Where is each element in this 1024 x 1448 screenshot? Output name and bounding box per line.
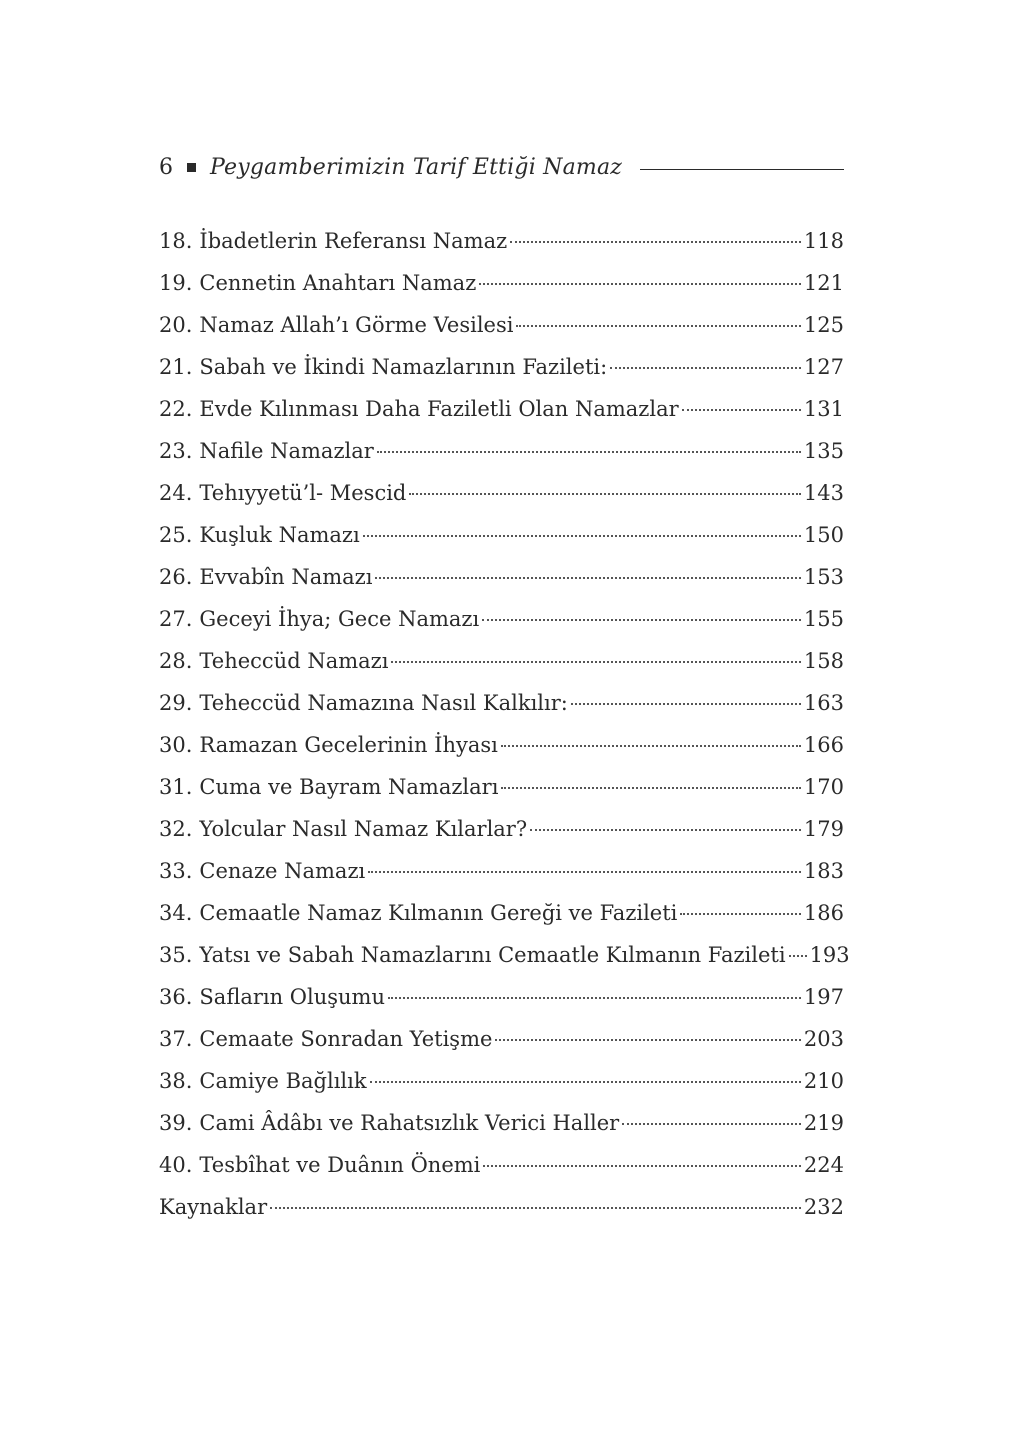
dot-leader: [789, 955, 807, 957]
running-header: [159, 150, 844, 184]
dot-leader: [270, 1207, 801, 1209]
toc-entry-label: [159, 682, 568, 724]
toc-entry: [159, 850, 844, 892]
toc-entry-title: Namaz Allah’ı Görme Vesilesi: [199, 313, 514, 337]
header-rule: [640, 169, 844, 170]
dot-leader: [388, 997, 801, 999]
toc-entry: [159, 1144, 844, 1186]
toc-entry-label: [159, 724, 498, 766]
toc-entry-number: 23.: [159, 439, 193, 463]
toc-entry-number: 31.: [159, 775, 193, 799]
dot-leader: [682, 409, 801, 411]
dot-leader: [680, 913, 801, 915]
toc-entry: [159, 976, 844, 1018]
toc-entry-label: [159, 1018, 492, 1060]
toc-entry-title: Cenaze Namazı: [199, 859, 366, 883]
toc-entry-page: 193: [809, 943, 850, 967]
toc-entry-page: 121: [803, 271, 844, 295]
dot-leader: [370, 1081, 801, 1083]
toc-entry: [159, 220, 844, 262]
toc-entry-title: Kaynaklar: [159, 1195, 268, 1219]
toc-entry-label: [159, 514, 360, 556]
table-of-contents: [159, 220, 850, 1228]
toc-entry: [159, 1186, 844, 1228]
toc-entry-page: 163: [803, 691, 844, 715]
toc-entry-page: 232: [803, 1195, 844, 1219]
toc-entry-label: [159, 1102, 619, 1144]
toc-entry: [159, 640, 844, 682]
toc-entry-number: 39.: [159, 1111, 193, 1135]
book-page: [159, 0, 850, 1448]
toc-entry-page: 179: [803, 817, 844, 841]
toc-entry: [159, 346, 844, 388]
dot-leader: [479, 283, 801, 285]
dot-leader: [483, 1165, 801, 1167]
toc-entry-number: 19.: [159, 271, 193, 295]
toc-entry-label: [159, 766, 498, 808]
toc-entry-label: [159, 892, 677, 934]
toc-entry-page: 118: [803, 229, 844, 253]
toc-entry: [159, 766, 844, 808]
toc-entry-label: [159, 388, 679, 430]
toc-entry-number: 26.: [159, 565, 193, 589]
toc-entry: [159, 1018, 844, 1060]
toc-entry-title: Cami Âdâbı ve Rahatsızlık Verici Haller: [199, 1111, 620, 1135]
toc-entry-label: [159, 472, 406, 514]
toc-entry-title: Nafile Namazlar: [199, 439, 374, 463]
toc-entry: [159, 556, 844, 598]
toc-entry-title: Geceyi İhya; Gece Namazı: [199, 607, 480, 631]
square-bullet-icon: [187, 163, 196, 172]
toc-entry-page: 170: [803, 775, 844, 799]
toc-entry: [159, 388, 844, 430]
dot-leader: [610, 367, 801, 369]
toc-entry-number: 29.: [159, 691, 193, 715]
dot-leader: [377, 451, 801, 453]
toc-entry: [159, 1102, 844, 1144]
toc-entry: [159, 892, 844, 934]
dot-leader: [571, 703, 801, 705]
toc-entry-number: 22.: [159, 397, 193, 421]
toc-entry-title: Cuma ve Bayram Namazları: [199, 775, 499, 799]
toc-entry-label: [159, 1144, 480, 1186]
toc-entry-title: Yatsı ve Sabah Namazlarını Cemaatle Kılmanın Fazileti: [199, 943, 786, 967]
toc-entry-page: 143: [803, 481, 844, 505]
dot-leader: [482, 619, 801, 621]
toc-entry: [159, 682, 844, 724]
toc-entry-title: Evde Kılınması Daha Faziletli Olan Namazlar: [199, 397, 679, 421]
toc-entry: [159, 472, 844, 514]
toc-entry-page: 224: [803, 1153, 844, 1177]
book-title: Peygamberimizin Tarif Ettiği Namaz: [210, 154, 623, 180]
toc-entry-page: 155: [803, 607, 844, 631]
toc-entry-number: 33.: [159, 859, 193, 883]
toc-entry-number: 36.: [159, 985, 193, 1009]
toc-entry: [159, 430, 844, 472]
toc-entry-page: 197: [803, 985, 844, 1009]
dot-leader: [409, 493, 801, 495]
toc-entry: [159, 808, 844, 850]
toc-entry-title: Yolcular Nasıl Namaz Kılarlar?: [199, 817, 528, 841]
toc-entry-label: [159, 262, 476, 304]
toc-entry-title: Evvabîn Namazı: [199, 565, 373, 589]
toc-entry-label: [159, 640, 388, 682]
toc-entry-title: Camiye Bağlılık: [199, 1069, 367, 1093]
toc-entry-title: Teheccüd Namazı: [199, 649, 389, 673]
toc-entry-page: 203: [803, 1027, 844, 1051]
toc-entry: [159, 262, 844, 304]
toc-entry-title: Cennetin Anahtarı Namaz: [199, 271, 477, 295]
toc-entry-page: 127: [803, 355, 844, 379]
toc-entry-number: 38.: [159, 1069, 193, 1093]
toc-entry-title: İbadetlerin Referansı Namaz: [199, 229, 508, 253]
toc-entry-label: [159, 430, 374, 472]
toc-entry-label: [159, 808, 527, 850]
toc-entry-number: 20.: [159, 313, 193, 337]
dot-leader: [516, 325, 800, 327]
toc-entry-number: 37.: [159, 1027, 193, 1051]
toc-entry-number: 34.: [159, 901, 193, 925]
toc-entry-title: Teheccüd Namazına Nasıl Kalkılır:: [199, 691, 568, 715]
toc-entry-number: 28.: [159, 649, 193, 673]
dot-leader: [363, 535, 801, 537]
toc-entry-label: [159, 556, 372, 598]
dot-leader: [510, 241, 801, 243]
toc-entry-label: [159, 1060, 367, 1102]
dot-leader: [622, 1123, 801, 1125]
dot-leader: [501, 745, 801, 747]
dot-leader: [495, 1039, 800, 1041]
toc-entry-number: 40.: [159, 1153, 193, 1177]
dot-leader: [368, 871, 801, 873]
dot-leader: [391, 661, 800, 663]
toc-entry-title: Sabah ve İkindi Namazlarının Fazileti:: [199, 355, 608, 379]
toc-entry: [159, 598, 844, 640]
dot-leader: [375, 577, 800, 579]
toc-entry-number: 18.: [159, 229, 193, 253]
dot-leader: [530, 829, 801, 831]
toc-entry-number: 35.: [159, 943, 193, 967]
toc-entry-page: 125: [803, 313, 844, 337]
toc-entry-title: Kuşluk Namazı: [199, 523, 360, 547]
toc-entry-page: 219: [803, 1111, 844, 1135]
toc-entry-number: 25.: [159, 523, 193, 547]
toc-entry-title: Cemaate Sonradan Yetişme: [199, 1027, 493, 1051]
toc-entry-page: 183: [803, 859, 844, 883]
toc-entry-number: 30.: [159, 733, 193, 757]
toc-entry-title: Cemaatle Namaz Kılmanın Gereği ve Fazileti: [199, 901, 678, 925]
toc-entry: [159, 934, 850, 976]
toc-entry-page: 131: [803, 397, 844, 421]
toc-entry-page: 166: [803, 733, 844, 757]
toc-entry-label: [159, 976, 385, 1018]
toc-entry-page: 135: [803, 439, 844, 463]
toc-entry: [159, 304, 844, 346]
dot-leader: [501, 787, 800, 789]
toc-entry-title: Tesbîhat ve Duânın Önemi: [199, 1153, 481, 1177]
toc-entry-page: 150: [803, 523, 844, 547]
toc-entry-page: 186: [803, 901, 844, 925]
toc-entry: [159, 1060, 844, 1102]
toc-entry-label: [159, 850, 365, 892]
toc-entry-label: [159, 1186, 267, 1228]
toc-entry: [159, 514, 844, 556]
toc-entry-title: Ramazan Gecelerinin İhyası: [199, 733, 498, 757]
toc-entry-title: Tehıyyetü’l- Mescid: [199, 481, 407, 505]
toc-entry: [159, 724, 844, 766]
toc-entry-page: 153: [803, 565, 844, 589]
toc-entry-number: 27.: [159, 607, 193, 631]
toc-entry-label: [159, 934, 786, 976]
page-number: 6: [159, 154, 173, 180]
toc-entry-number: 32.: [159, 817, 193, 841]
toc-entry-label: [159, 220, 507, 262]
toc-entry-number: 24.: [159, 481, 193, 505]
toc-entry-number: 21.: [159, 355, 193, 379]
toc-entry-label: [159, 598, 479, 640]
toc-entry-title: Safların Oluşumu: [199, 985, 385, 1009]
toc-entry-page: 210: [803, 1069, 844, 1093]
toc-entry-page: 158: [803, 649, 844, 673]
toc-entry-label: [159, 346, 607, 388]
toc-entry-label: [159, 304, 513, 346]
